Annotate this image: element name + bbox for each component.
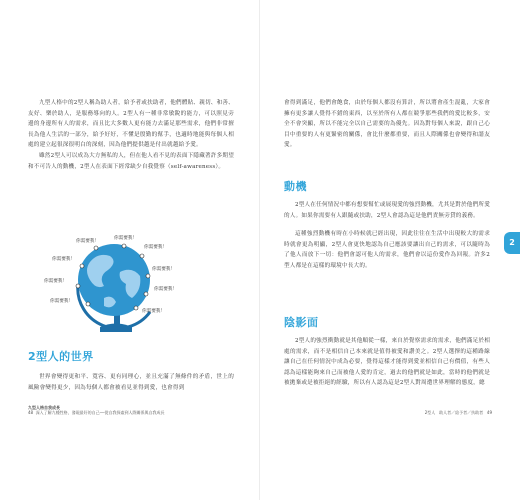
paragraph: 世界會變得更和平、寬容、更有同理心，並且充滿了無條件的矛盾，世上的風險會變得更少，因為每個人都會被看見並得到愛，也會得到 (28, 374, 234, 391)
page-number: 49 (486, 410, 492, 415)
callout: 你需要我！ (50, 299, 73, 304)
callout: 你需要我！ (52, 257, 75, 262)
section-heading: 2型人的世界 (28, 350, 94, 363)
section-heading: 陰影面 (284, 316, 319, 329)
paragraph: 九型人格中的2型人稱為助人者，給予者或扶助者，他們體貼、親切、和善、友好、樂於助人，是服務導向的人。2型人有一種非常敏銳的能力，可以照見旁邊的身邊所有人的需求，而且比大多數人更有能力去滿足那些需求，他們非常擅長為他人生活的一部分，給予好好，不懂是殷勤的幫手，也適時地能與每個人相處的建立起很深很明白的深刻，因為他們提供越是付出就越給予愛。 (28, 100, 234, 149)
world-section (28, 348, 234, 393)
chapter-name: 2型人 (424, 410, 436, 415)
section-heading: 動機 (284, 180, 307, 193)
page-number: 48 (28, 410, 34, 415)
globe-figure (38, 232, 208, 340)
callout: 你需要我！ (76, 239, 99, 244)
paragraph: 這種強烈動機有時在小時候就已經出現，因此往往在生活中出現較大的需求時就會更為明顯，2型人會更快地認為自己應該要讓出自己的需求，可以隨時為了他人而放下一切：他們會認可他人的需求，他們會以這份愛作為回報。許多2型人都是在這樣的環境中長大的。 (284, 231, 490, 269)
right-page (260, 0, 520, 500)
intro-text (284, 98, 490, 151)
callout: 你需要我！ (142, 309, 165, 314)
paragraph: 2型人在任何情況中都有想要幫忙或展現愛的強烈動機，尤其是對於他們所愛的人。如果你需要有人跟隨或扶助，2型人會認為這是他們責無旁貸的義務。 (284, 202, 490, 219)
chapter-subtitle: 助人者／給予者／扶助者 (439, 410, 484, 415)
shadow-section (284, 314, 490, 389)
footer (28, 405, 228, 415)
callout: 你需要我！ (144, 245, 167, 250)
callout: 你需要我！ (44, 279, 67, 284)
callout: 你需要我！ (154, 287, 177, 292)
motive-section (284, 178, 490, 272)
footer (292, 410, 492, 415)
intro-text (28, 98, 234, 172)
paragraph: 雖然2型人可以成為大方無私的人，但在他人看不見的表面下隱藏著許多期望和不可告人的動機，2型人在表面下經常缺少自我覺察（self-awareness）。 (28, 152, 234, 170)
book-title: 九型人格自我成長 (28, 405, 60, 410)
globe-illustration (38, 232, 208, 340)
book-subtitle: 深入了解九種性格，發現最好的自己──從自我探索到人際關係與自我成長 (35, 410, 165, 415)
callout: 你需要我！ (114, 236, 137, 241)
paragraph: 會得到滿足，他們會飽食，由於每個人都沒有算計，所以將會產生混亂，大家會擁有更多讓人覺得不錯的東西，以至於所有人都在競爭那些我們的愛比較多，安全不會突顯，所以不能完全以自己需要的為優先。因為對每個人來說，跟自己心目中重要的人有更緊密的關係，會比什麼都重要，而且人際關係也會變得和諧友愛。 (284, 100, 490, 149)
callout: 你需要我！ (152, 267, 175, 272)
chapter-tab: 2 (504, 232, 520, 254)
paragraph: 2型人的強烈衝動就是其他順從一樣，來自於覺察需求的需求，他們滿足於相處的需求，而不是相信自己本來就是值得被愛和讚美之。2型人選擇的這種路線讓自己在任何情況中成為必要，覺得這樣才能得到愛並相信自己有價值，有些人認為這樣能夠來自己而被他人愛的肯定，過去的他們就是如此，當時的他們就是被拋棄或是被拒絕的經驗，所以有人認為這是2型人對周遭世界理解的態度，總 (284, 338, 490, 387)
